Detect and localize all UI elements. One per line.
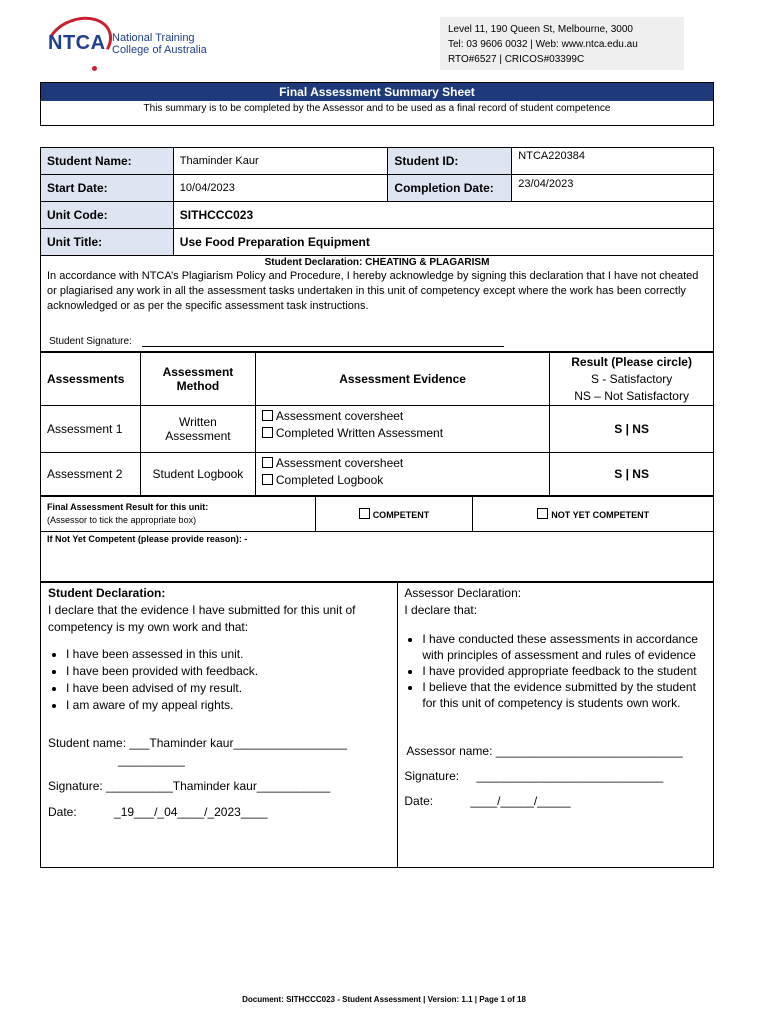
- competent-option[interactable]: [315, 497, 473, 532]
- student-name-line-cont: __________: [118, 753, 185, 767]
- student-declaration-list: [48, 646, 390, 714]
- title-bar: [40, 82, 714, 126]
- assessor-date-row: [404, 793, 707, 809]
- assessment-method: Written Assessment: [140, 406, 255, 453]
- ntca-logo: [48, 18, 228, 78]
- unit-title-label: Unit Title:: [41, 229, 174, 256]
- checkbox-icon[interactable]: [262, 410, 273, 421]
- assessor-declaration-heading: Assessor Declaration:: [404, 586, 522, 600]
- list-item: • I have been assessed in this unit.: [66, 646, 390, 663]
- assessor-name-field[interactable]: Assessor name: ____________________________: [406, 744, 683, 758]
- student-name-label: Student Name:: [41, 148, 174, 175]
- col-result: [550, 353, 714, 406]
- student-id-value: NTCA220384: [512, 148, 714, 175]
- evidence-item[interactable]: [262, 408, 543, 425]
- assessment-result[interactable]: S | NS: [550, 406, 714, 453]
- col-result-line2: S - Satisfactory: [590, 371, 673, 386]
- evidence-item[interactable]: [262, 425, 543, 442]
- plagiarism-body: In accordance with NTCA’s Plagiarism Policy and Procedure, I hereby acknowledge by signing this declaration that I have not cheated or plagiarised any work in all the assessment tasks undertaken in this unit of competency except where the work has been correctly acknowledged or as per the specific assessment task instructions.: [47, 270, 699, 312]
- competent-label: COMPETENT: [372, 510, 430, 520]
- assessments-table: [40, 352, 714, 496]
- assessor-date-field[interactable]: ____/_____/_____: [470, 794, 571, 808]
- unit-title-value: Use Food Preparation Equipment: [173, 229, 713, 256]
- logo-acronym: NTCA: [48, 32, 106, 54]
- completion-date-value: 23/04/2023: [512, 175, 714, 202]
- checkbox-icon[interactable]: [262, 474, 273, 485]
- unit-code-value: SITHCCC023: [173, 202, 713, 229]
- page-subtitle: This summary is to be completed by the Assessor and to be used as a final record of student competence: [143, 103, 611, 114]
- list-item: • I believe that the evidence submitted by the student for this unit of competency is students own work.: [422, 679, 707, 711]
- assessment-result[interactable]: S | NS: [550, 453, 714, 496]
- list-item: • I am aware of my appeal rights.: [66, 697, 390, 714]
- assessor-date-label: Date:: [404, 794, 434, 808]
- contact-box: [440, 17, 684, 70]
- plagiarism-declaration: [40, 256, 714, 352]
- registration: RTO#6527 | CRICOS#03399C: [448, 54, 585, 65]
- assessor-declaration-list: [404, 631, 707, 711]
- table-row: [41, 453, 714, 496]
- not-competent-option[interactable]: [473, 497, 714, 532]
- evidence-item[interactable]: [262, 472, 543, 489]
- assessment-name: Assessment 2: [41, 453, 141, 496]
- address: Level 11, 190 Queen St, Melbourne, 3000: [448, 24, 633, 35]
- col-assessments: Assessments: [41, 353, 141, 406]
- student-signature-field[interactable]: Signature: __________Thaminder kaur___________: [48, 779, 331, 793]
- student-date-row: [48, 804, 390, 821]
- checkbox-icon[interactable]: [537, 508, 548, 519]
- completion-date-label: Completion Date:: [388, 175, 512, 202]
- student-id-label: Student ID:: [388, 148, 512, 175]
- assessment-method: Student Logbook: [140, 453, 255, 496]
- final-result-label: Final Assessment Result for this unit:: [47, 502, 209, 512]
- student-declaration-intro: I declare that the evidence I have submitted for this unit of competency is my own work and that:: [48, 603, 356, 634]
- nyc-reason-label: If Not Yet Competent (please provide reason): -: [47, 534, 248, 544]
- col-evidence: Assessment Evidence: [255, 353, 549, 406]
- logo-dot-icon: [92, 66, 97, 71]
- final-result-table: [40, 496, 714, 582]
- student-declaration: [41, 583, 398, 868]
- assessment-evidence: [255, 406, 549, 453]
- col-result-line1: Result (Please circle): [571, 354, 692, 369]
- list-item: • I have provided appropriate feedback to the student: [422, 663, 707, 679]
- logo-name: [112, 32, 207, 56]
- list-item: • I have conducted these assessments in accordance with principles of assessment and rules of evidence: [422, 631, 707, 663]
- assessor-signature-row: [404, 768, 707, 784]
- evidence-label: Assessment coversheet: [275, 409, 404, 423]
- evidence-label: Completed Logbook: [275, 473, 384, 487]
- student-signature-line[interactable]: [142, 337, 504, 347]
- list-item: • I have been provided with feedback.: [66, 663, 390, 680]
- checkbox-icon[interactable]: [359, 508, 370, 519]
- student-name-line[interactable]: Student name: ___Thaminder kaur_________________: [48, 736, 347, 750]
- checkbox-icon[interactable]: [262, 457, 273, 468]
- final-result-sublabel: (Assessor to tick the appropriate box): [47, 515, 197, 525]
- page-title: Final Assessment Summary Sheet: [41, 83, 713, 101]
- nyc-reason-field[interactable]: [41, 532, 714, 582]
- checkbox-icon[interactable]: [262, 427, 273, 438]
- not-competent-label: NOT YET COMPETENT: [551, 510, 650, 520]
- assessor-signature-field[interactable]: ____________________________: [476, 769, 664, 783]
- contact-info: Tel: 03 9606 0032 | Web: www.ntca.edu.au: [448, 39, 638, 50]
- student-info-table: [40, 147, 714, 256]
- assessment-name: Assessment 1: [41, 406, 141, 453]
- evidence-label: Assessment coversheet: [275, 456, 404, 470]
- student-declaration-heading: Student Declaration:: [48, 586, 166, 600]
- student-signature-label: Student Signature:: [49, 336, 132, 347]
- table-row: [41, 406, 714, 453]
- start-date-value: 10/04/2023: [173, 175, 388, 202]
- student-name-value: Thaminder Kaur: [173, 148, 388, 175]
- logo-name-line1: National Training: [112, 32, 195, 44]
- assessment-evidence: [255, 453, 549, 496]
- evidence-label: Completed Written Assessment: [275, 426, 444, 440]
- col-result-line3: NS – Not Satisfactory: [574, 388, 689, 403]
- final-result-label-cell: [41, 497, 316, 532]
- assessor-signature-label: Signature:: [404, 769, 460, 783]
- student-date-field[interactable]: _19___/_04____/_2023____: [114, 805, 268, 819]
- document-footer: Document: SITHCCC023 - Student Assessment | Version: 1.1 | Page 1 of 18: [242, 995, 526, 1004]
- declarations-table: [40, 582, 714, 868]
- assessor-declaration-intro: I declare that:: [404, 603, 478, 617]
- list-item: • I have been advised of my result.: [66, 680, 390, 697]
- assessor-declaration: [398, 583, 714, 868]
- start-date-label: Start Date:: [41, 175, 174, 202]
- col-method: Assessment Method: [140, 353, 255, 406]
- student-signature-row: [49, 336, 504, 347]
- evidence-item[interactable]: [262, 455, 543, 472]
- student-date-label: Date:: [48, 805, 77, 819]
- logo-name-line2: College of Australia: [112, 44, 207, 56]
- plagiarism-heading: Student Declaration: CHEATING & PLAGARISM: [264, 257, 490, 268]
- unit-code-label: Unit Code:: [41, 202, 174, 229]
